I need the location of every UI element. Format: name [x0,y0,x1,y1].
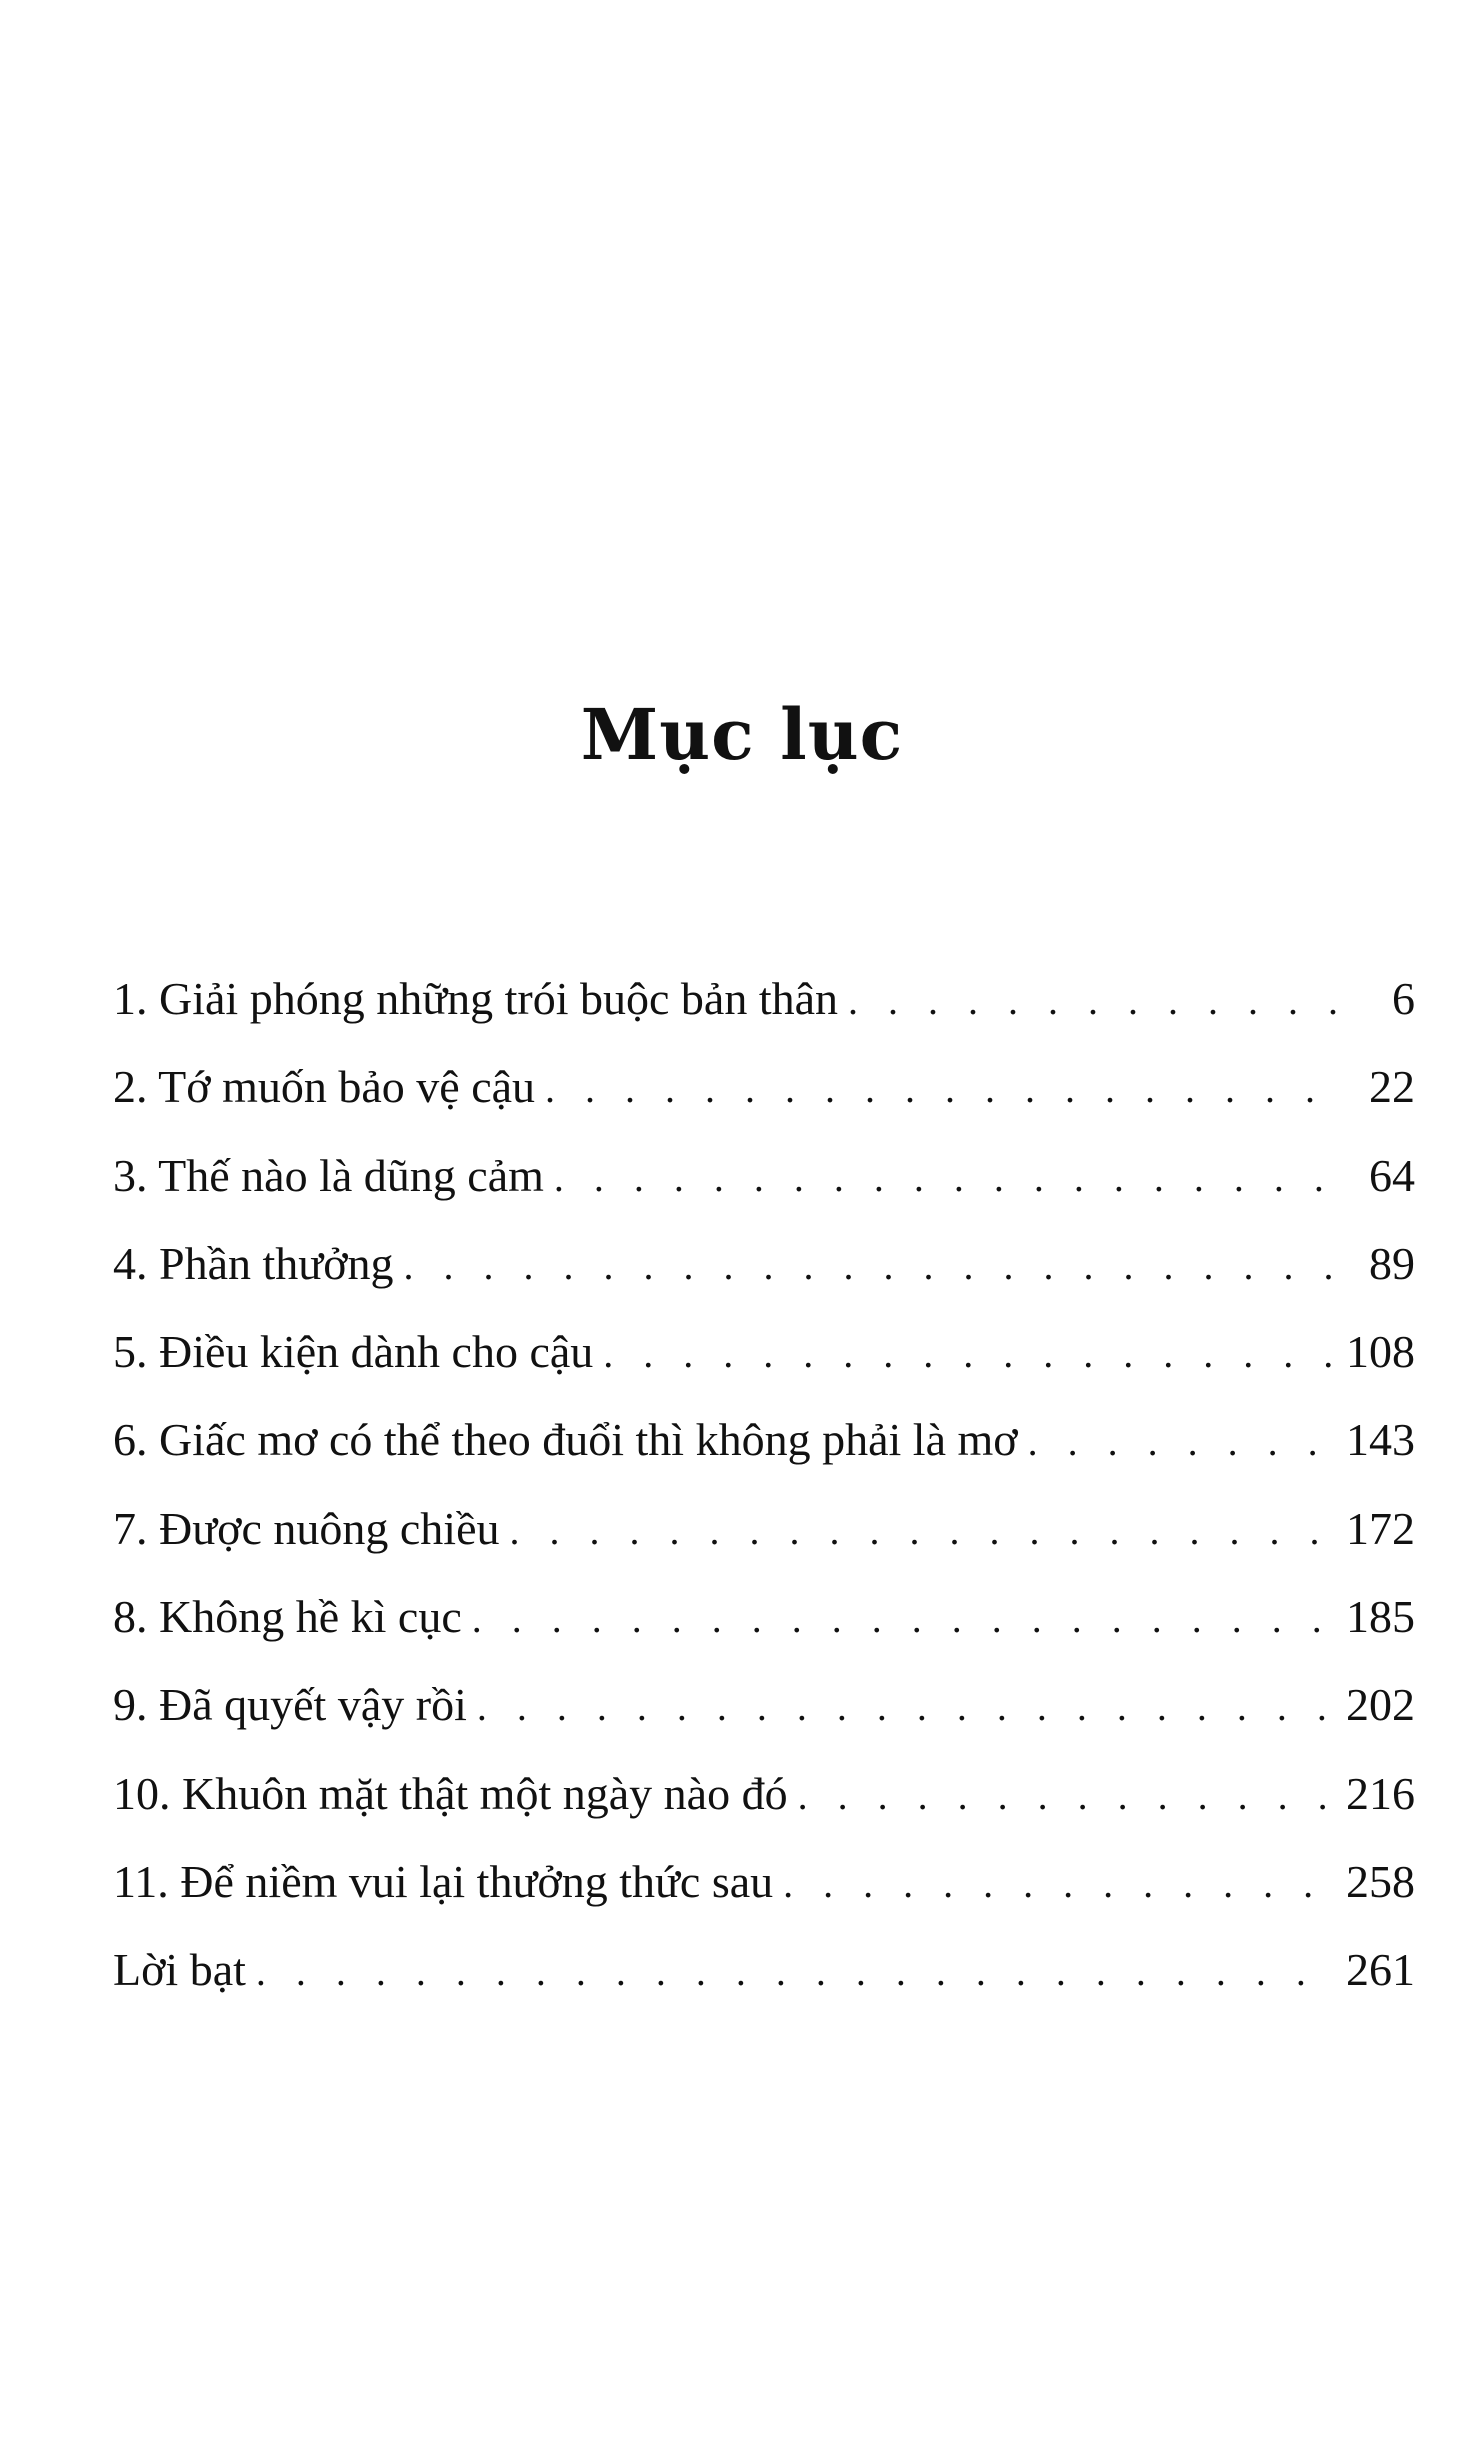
toc-entry-title: 3. Thế nào là dũng cảm [113,1149,544,1201]
toc-page-number: 172 [1346,1502,1415,1554]
toc-entry-title: 11. Để niềm vui lại thưởng thức sau [113,1855,774,1907]
toc-entry [113,1485,1415,1573]
toc-dot-leader [798,1752,1334,1840]
toc-dot-leader [404,1222,1343,1310]
toc-entry [113,1573,1415,1661]
toc-dot-leader [848,957,1343,1045]
toc-page-number: 185 [1346,1591,1415,1643]
toc-entry [113,1043,1415,1131]
toc-page-number: 108 [1346,1326,1415,1378]
toc-dot-leader [554,1134,1343,1222]
toc-page-number: 64 [1369,1149,1415,1201]
toc-dot-leader [603,1310,1334,1398]
toc-dot-leader [477,1663,1334,1751]
toc-dot-leader [783,1840,1334,1928]
toc-entry [113,1838,1415,1926]
toc-entry [113,1396,1415,1484]
toc-entry-title: 1. Giải phóng những trói buộc bản thân [113,973,839,1024]
toc-entry-title: Lời bạt [113,1944,246,1996]
toc-entry-title: 9. Đã quyết vậy rồi [113,1679,467,1731]
toc-page-number: 89 [1369,1237,1415,1289]
toc-entry [113,1750,1415,1838]
toc-entry-title: 6. Giấc mơ có thể theo đuổi thì không phải là mơ [113,1414,1018,1466]
toc-dot-leader [256,1928,1334,2016]
page-title: Mục lục [580,693,904,776]
toc-entry-title: 7. Được nuông chiều [113,1502,500,1554]
toc-entry [113,1220,1415,1308]
toc-dot-leader [545,1045,1343,1133]
toc-page-number: 6 [1392,973,1415,1024]
toc-entry [113,1308,1415,1396]
toc-entry-title: 8. Không hề kì cục [113,1591,462,1643]
toc-dot-leader [510,1487,1334,1575]
toc-page-number: 202 [1346,1679,1415,1731]
toc-entry-title: 4. Phần thưởng [113,1237,394,1289]
toc-entry-title: 5. Điều kiện dành cho cậu [113,1326,594,1378]
toc-dot-leader [1028,1398,1334,1486]
toc-page-number: 216 [1346,1767,1415,1819]
toc-page-number: 258 [1346,1855,1415,1907]
toc-page-number: 143 [1346,1414,1415,1466]
toc-entry [113,955,1415,1043]
toc-dot-leader [472,1575,1334,1663]
toc-entry-title: 2. Tớ muốn bảo vệ cậu [113,1061,536,1113]
toc-entry [113,1132,1415,1220]
toc-entry-title: 10. Khuôn mặt thật một ngày nào đó [113,1767,788,1819]
toc-page-number: 261 [1346,1944,1415,1996]
table-of-contents [113,955,1415,2015]
toc-entry [113,1661,1415,1749]
toc-entry [113,1926,1415,2014]
toc-page-number: 22 [1369,1061,1415,1113]
